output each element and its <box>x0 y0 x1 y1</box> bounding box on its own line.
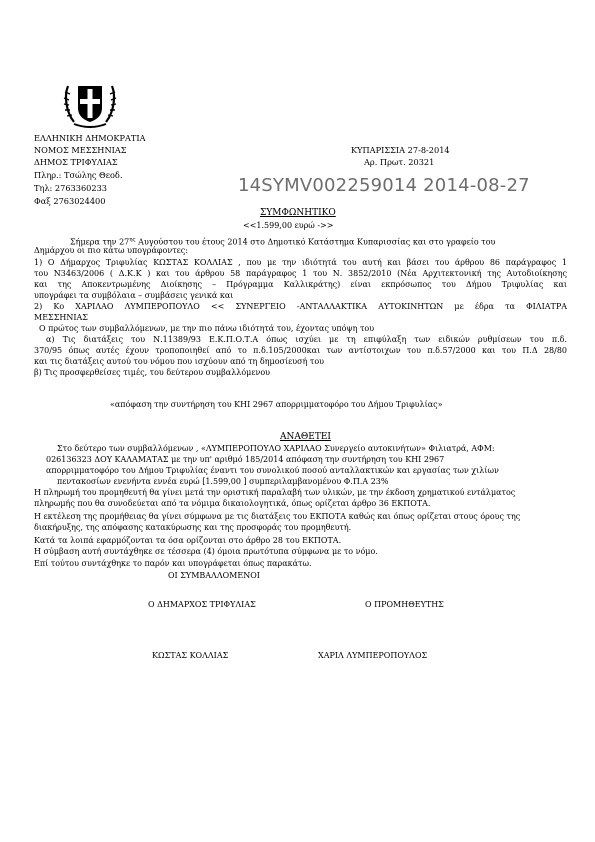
assign-line: απορριμματοφόρο του Δήμου Τριφυλίας έναντι του συνολικού ποσού ανταλλακτικών και εργασίας των χιλίων <box>46 466 499 475</box>
assign-line: Στο δεύτερο των συμβαλλόμενων , «ΛΥΜΠΕΡΟΠΟΥΛΟ ΧΑΡΙΛΑΟ Συνεργείο αυτοκινήτων» Φιλιατρά, ΑΦΜ: <box>57 444 495 453</box>
term-line: Κατά τα λοιπά εφαρμόζονται τα όσα ορίζονται στο άρθρο 28 του ΕΚΠΟΤΑ. <box>34 536 342 545</box>
mayor-role: Ο ΔΗΜΑΡΧΟΣ ΤΡΙΦΥΛΙΑΣ <box>148 600 256 609</box>
body-line: 370/95 όπως αυτές έχουν τροποποιηθεί από το π.δ.105/2000και των αντίστοιχων του π.δ.57/2000 και του Π.Δ 28/80 <box>34 346 567 355</box>
contracting-parties: ΟΙ ΣΥΜΒΑΛΛΟΜΕΝΟΙ <box>168 571 260 580</box>
state-name: ΕΛΛΗΝΙΚΗ ΔΗΜΟΚΡΑΤΙΑ <box>34 133 146 143</box>
place-date: ΚΥΠΑΡΙΣΣΙΑ 27-8-2014 <box>351 145 450 155</box>
phone-number: Τηλ: 2763360233 <box>34 183 108 193</box>
body-line: ΜΕΣΣΗΝΙΑΣ <box>34 313 88 322</box>
opening-line-rest: Αυγούστου του έτους 2014 στο Δημοτικό Κατάστημα Κυπαρισσίας και στο γραφείο του <box>135 237 496 247</box>
term-line: πληρωμής που θα συνοδεύεται από τα νόμιμα δικαιολογητικά, όπως ορίζεται άρθρο 36 ΕΚΠΟΤΑ. <box>34 499 431 508</box>
term-line: Η εκτέλεση της προμήθειας θα γίνει σύμφωνα με τις διατάξεις του ΕΚΠΟΤΑ καθώς και όπως ορίζεται στους όρους της <box>34 512 521 521</box>
ada-watermark-code: 14SYMV002259014 2014-08-27 <box>238 175 530 196</box>
greek-coat-of-arms-emblem <box>60 78 120 130</box>
supplier-name: ΧΑΡΙΛ ΛΥΜΠΕΡΟΠΟΥΛΟΣ <box>318 651 428 660</box>
body-line: Ο πρώτος των συμβαλλόμενων, με την πιο πάνω ιδιότητά του, έχοντας υπόψη του <box>39 324 375 333</box>
body-line: 2) Κο ΧΑΡΙΛΑΟ ΛΥΜΠΕΡΟΠΟΥΛΟ << ΣΥΝΕΡΓΕΙΟ -ΑΝΤΑΛΛΑΚΤΙΚΑ ΑΥΤΟΚΙΝΗΤΩΝ με έδρα τα ΦΙΛΙΑΤΡΑ <box>34 302 567 311</box>
decision-subject: «απόφαση την συντήρηση του ΚΗΙ 2967 απορριμματοφόρο του Δήμου Τριφυλίας» <box>110 400 443 409</box>
body-line: υπογράφει τα συμβόλαια – συμβάσεις γενικά και <box>34 291 234 300</box>
municipality-name: ΔΗΜΟΣ ΤΡΙΦΥΛΙΑΣ <box>34 157 118 167</box>
prefecture-name: ΝΟΜΟΣ ΜΕΣΣΗΝΙΑΣ <box>34 145 127 155</box>
document-title: ΣΥΜΦΩΝΗΤΙΚΟ <box>260 208 336 218</box>
info-contact: Πληρ.: Τσώλης Θεοδ. <box>34 170 123 180</box>
date-superscript: ης <box>129 237 136 243</box>
term-line: Η πληρωμή του προμηθευτή θα γίνει μετά την οριστική παραλαβή των υλικών, με την έκδοση χρηματικού εντάλματος <box>34 488 516 497</box>
body-line: β) Τις προσφερθείσες τιμές, του δεύτερου συμβαλλόμενου <box>34 368 271 377</box>
assigns-heading: ΑΝΑΘΕΤΕΙ <box>280 432 331 442</box>
body-line: του Ν3463/2006 ( Δ.Κ.Κ ) και του άρθρου 58 παράγραφος 1 του Ν. 3852/2010 (Νέα Αρχιτεκτονική της Αυτοδιοίκησης <box>34 269 567 278</box>
opening-line-start: Σήμερα την 27 <box>70 237 130 247</box>
contract-amount: <<1.599,00 ευρώ ->> <box>243 221 334 230</box>
protocol-number: Αρ. Πρωτ. 20321 <box>364 157 435 167</box>
term-line: διακήρυξης, της απόφασης κατακύρωσης και της προσφοράς του προμηθευτή. <box>34 523 352 532</box>
term-line: Επί τούτου συντάχθηκε το παρόν και υπογράφεται όπως παρακάτω. <box>34 559 312 568</box>
term-line: Η σύμβαση αυτή συντάχθηκε σε τέσσερα (4) όμοια πρωτότυπα σύμφωνα με το νόμο. <box>34 547 378 556</box>
body-line: 1) Ο Δήμαρχος Τριφυλίας ΚΩΣΤΑΣ ΚΟΛΛΙΑΣ , που με την ιδιότητά του αυτή και βάσει του άρθρου 86 παράγραφος 1 <box>34 258 567 267</box>
supplier-role: Ο ΠΡΟΜΗΘΕΥΤΗΣ <box>365 600 444 609</box>
mayor-name: ΚΩΣΤΑΣ ΚΟΛΛΙΑΣ <box>152 651 229 660</box>
assign-line: 026136323 ΔΟΥ ΚΑΛΑΜΑΤΑΣ με την υπ' αριθμό 185/2014 απόφαση την συντήρηση του ΚΗΙ 2967 <box>46 455 445 464</box>
body-line: και τις διατάξεις αυτού του νόμου που ισχύουν από τη δημοσίευσή του <box>34 357 325 366</box>
body-line: και της Αποκεντρωμένης Διοίκησης – Πρόγραμμα Καλλικράτης) είναι εκπρόσωπος του Δήμου Τριφυλίας και <box>34 280 567 289</box>
body-line: Δημάρχου οι πιο κάτω υπογράφοντες: <box>34 246 188 255</box>
assign-line: πεντακοσίων ενενήντα εννέα ευρώ [1.599,00 ] συμπεριλαμβανομένου Φ.Π.Α 23% <box>57 477 389 486</box>
body-line: α) Τις διατάξεις του Ν.11389/93 Ε.Κ.Π.Ο.Τ.Α όπως ισχύει με τη επιφύλαξη των ειδικών ρυθμίσεων του π.δ. <box>46 335 567 344</box>
fax-number: Φαξ 2763024400 <box>34 196 106 206</box>
